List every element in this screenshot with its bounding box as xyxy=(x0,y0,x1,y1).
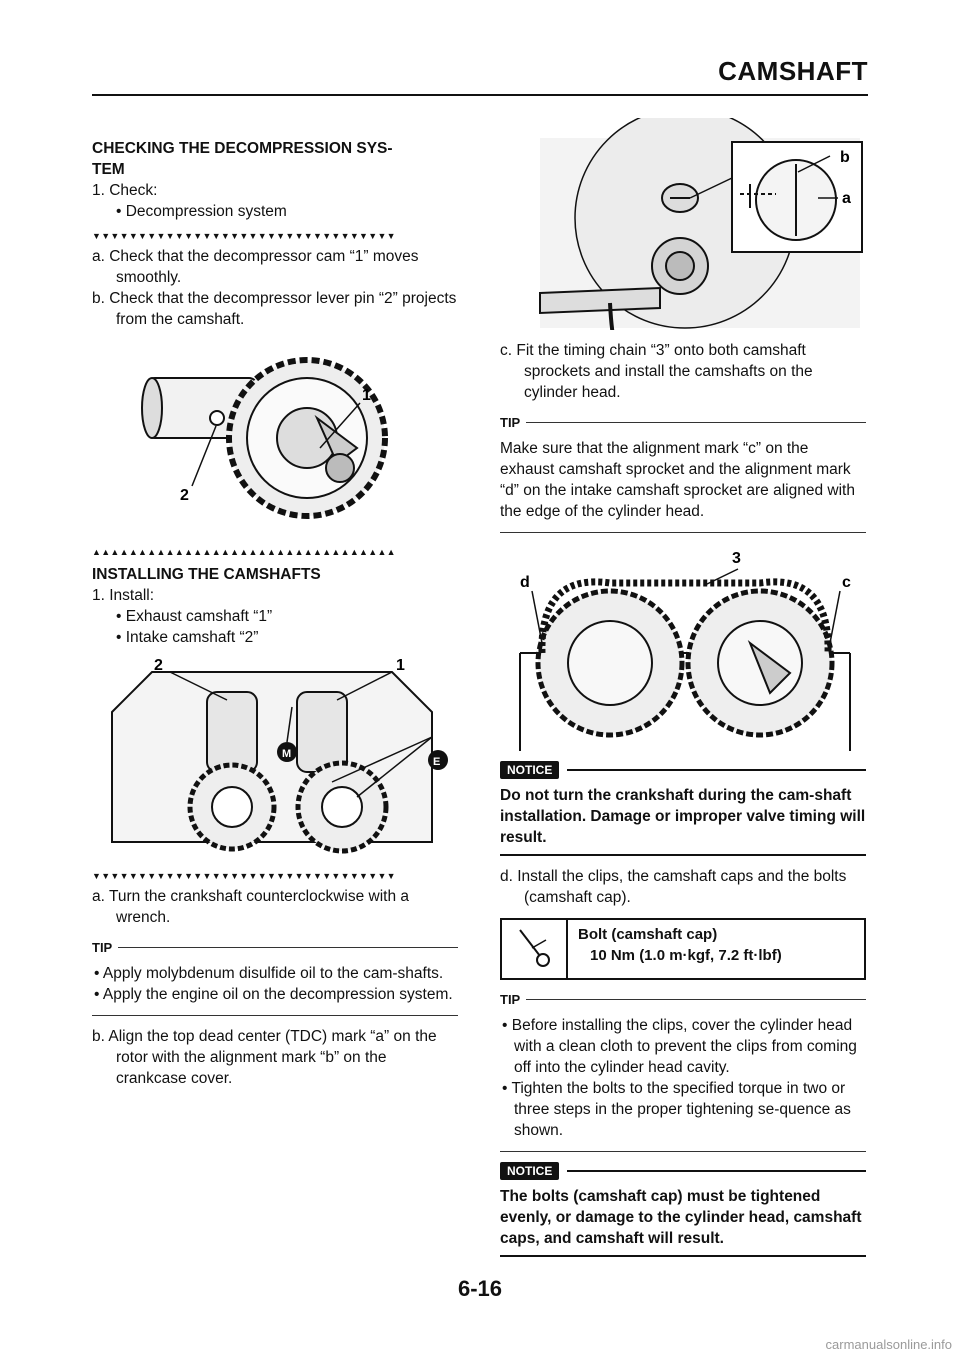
header-rule xyxy=(92,94,868,96)
step-install-item-intake: • Intake camshaft “2” xyxy=(116,629,259,646)
tip-d-item-1: • Before installing the clips, cover the cylinder head with a clean cloth to prevent the clips from coming off into the cylinder head cavity. xyxy=(502,1017,857,1076)
notice-end-rule-1 xyxy=(500,854,866,856)
tip-header xyxy=(92,940,458,955)
step-install: 1. Install: xyxy=(92,587,155,604)
fig4-label-3: 3 xyxy=(732,550,741,567)
tip-label-d: TIP xyxy=(500,992,521,1007)
fig2-label-1: 1 xyxy=(396,657,405,674)
fig2-mark-M: M xyxy=(282,748,292,760)
tip-d-item-2: • Tighten the bolts to the specified torque in two or three steps in the proper tightening se-quence as shown. xyxy=(502,1080,851,1139)
tip-end-rule xyxy=(92,1015,458,1016)
procedure-start-arrows: ▼▼▼▼▼▼▼▼▼▼▼▼▼▼▼▼▼▼▼▼▼▼▼▼▼▼▼▼▼▼▼▼▼ xyxy=(92,231,396,241)
page-title: CAMSHAFT xyxy=(718,56,868,86)
notice-text-2: The bolts (camshaft cap) must be tightened evenly, or damage to the cylinder head, camshaft caps, and camshaft will result. xyxy=(500,1188,862,1247)
camshafts-installed-figure xyxy=(92,652,458,862)
fig2-label-2: 2 xyxy=(154,657,163,674)
substep-b2: b. Align the top dead center (TDC) mark “a” on the rotor with the alignment mark “b” on the crankcase cover. xyxy=(92,1028,437,1087)
tip-item-1: • Apply molybdenum disulfide oil to the cam-shafts. xyxy=(94,965,444,982)
footer-watermark: carmanualsonline.info xyxy=(825,1337,952,1352)
section-heading-decompression: CHECKING THE DECOMPRESSION SYS- TEM xyxy=(92,140,393,178)
fig4-label-d: d xyxy=(520,574,530,591)
tip-header-d xyxy=(500,992,866,1007)
notice-end-rule-2 xyxy=(500,1255,866,1257)
step-check-item: • Decompression system xyxy=(116,203,287,220)
torque-item-value: 10 Nm (1.0 m·kgf, 7.2 ft·lbf) xyxy=(590,947,782,964)
fig1-label-2: 2 xyxy=(180,487,189,504)
substep-d: d. Install the clips, the camshaft caps and the bolts (camshaft cap). xyxy=(500,868,847,906)
notice-header-1 xyxy=(500,761,866,779)
notice-text-1: Do not turn the crankshaft during the cam-shaft installation. Damage or improper valve timing will result. xyxy=(500,787,866,846)
fig4-label-c: c xyxy=(842,574,851,591)
fig3-label-b: b xyxy=(840,149,850,166)
tip-label-c: TIP xyxy=(500,415,521,430)
torque-wrench-icon xyxy=(502,920,568,978)
substep-c: c. Fit the timing chain “3” onto both camshaft sprockets and install the camshafts on the cylinder head. xyxy=(500,342,813,401)
tip-d-end-rule xyxy=(500,1151,866,1152)
fig3-label-a: a xyxy=(842,190,851,207)
left-column xyxy=(92,138,458,1089)
step-check: 1. Check: xyxy=(92,182,158,199)
fig2-mark-E: E xyxy=(433,756,441,768)
tip-item-2: • Apply the engine oil on the decompression system. xyxy=(94,986,453,1003)
step-install-item-exhaust: • Exhaust camshaft “1” xyxy=(116,608,273,625)
tip-label: TIP xyxy=(92,940,113,955)
torque-spec-box xyxy=(500,918,866,980)
tip-c-text: Make sure that the alignment mark “c” on the exhaust camshaft sprocket and the alignment mark “d” on the intake camshaft sprocket are aligned with the edge of the cylinder head. xyxy=(500,440,855,520)
tip-header-c xyxy=(500,415,866,430)
substep-a: a. Check that the decompressor cam “1” moves smoothly. xyxy=(92,248,419,286)
decompressor-camshaft-figure xyxy=(92,338,458,538)
timing-chain-figure xyxy=(500,543,866,751)
right-column xyxy=(500,118,866,1267)
substep-b: b. Check that the decompressor lever pin “2” projects from the camshaft. xyxy=(92,290,457,328)
page-number: 6-16 xyxy=(457,1276,503,1301)
notice-badge-2: NOTICE xyxy=(500,1162,559,1180)
notice-badge-1: NOTICE xyxy=(500,761,559,779)
section-heading-installing: INSTALLING THE CAMSHAFTS xyxy=(92,566,321,583)
procedure-end-arrows: ▲▲▲▲▲▲▲▲▲▲▲▲▲▲▲▲▲▲▲▲▲▲▲▲▲▲▲▲▲▲▲▲▲ xyxy=(92,547,396,557)
substep-a2: a. Turn the crankshaft counterclockwise with a wrench. xyxy=(92,888,410,926)
rotor-tdc-figure xyxy=(500,118,866,330)
procedure-start-arrows-2: ▼▼▼▼▼▼▼▼▼▼▼▼▼▼▼▼▼▼▼▼▼▼▼▼▼▼▼▼▼▼▼▼▼ xyxy=(92,871,396,881)
fig1-label-1: 1 xyxy=(362,387,371,404)
notice-header-2 xyxy=(500,1162,866,1180)
torque-item-name: Bolt (camshaft cap) xyxy=(578,926,718,943)
tip-c-end-rule xyxy=(500,532,866,533)
